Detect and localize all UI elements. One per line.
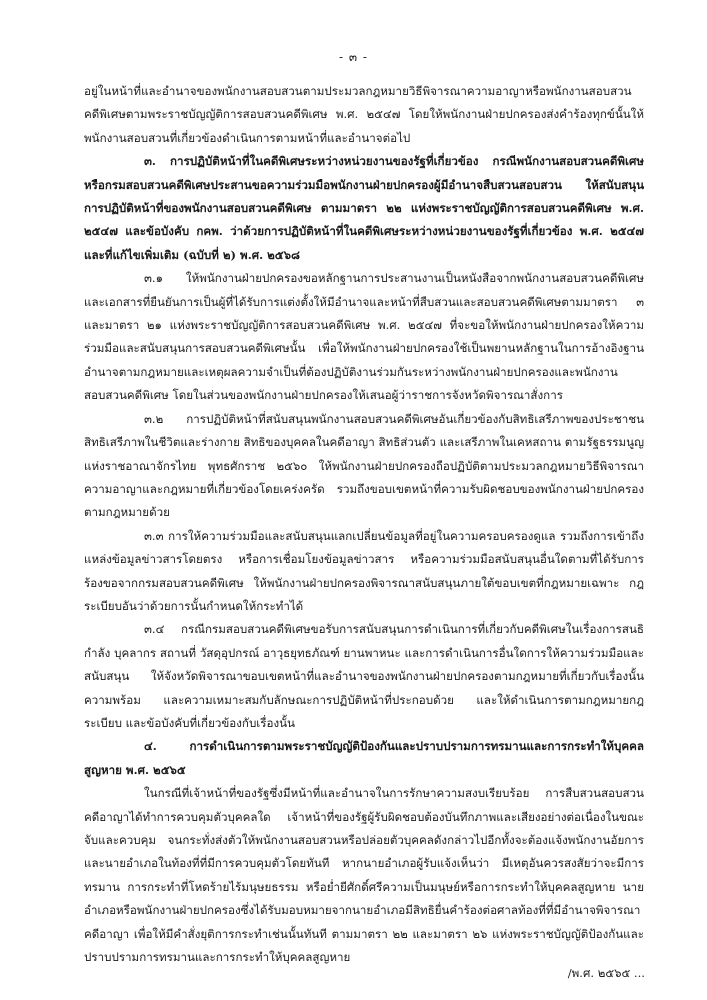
- page-number: - ๓ -: [339, 50, 368, 64]
- paragraph-3-1: ๓.๑ ให้พนักงานฝ่ายปกครองขอหลักฐานการประสานงานเป็นหนังสือจากพนักงานสอบสวนคดีพิเศษ และเอกสารที่ยืนยันการเป็นผู้ที่ได้รับการแต่งตั้งให้มีอำนาจและหน้าที่สืบสวนและสอบสวนคดีพิเศษตามมาตรา ๓ และมาตรา ๒๑ แห่งพระราชบัญญัติการสอบสวนคดีพิเศษ พ.ศ. ๒๕๔๗ ที่จะขอให้พนักงานฝ่ายปกครองให้ความร่วมมือและสนับสนุนการสอบสวนคดีพิเศษนั้น เพื่อให้พนักงานฝ่ายปกครองใช้เป็นพยานหลักฐานในการอ้างอิงฐานอำนาจตามกฎหมายและเหตุผลความจำเป็นที่ต้องปฏิบัติงานร่วมกันระหว่างพนักงานฝ่ายปกครองและพนักงานสอบสวนคดีพิเศษ โดยในส่วนของพนักงานฝ่ายปกครองให้เสนอผู้ว่าราชการจังหวัดพิจารณาสั่งการ: [84, 271, 644, 403]
- heading-section-4: ๔. การดำเนินการตามพระราชบัญญัติป้องกันและปราบปรามการทรมานและการกระทำให้บุคคลสูญหาย พ.ศ. ๒๕๖๕: [84, 739, 644, 777]
- document-body: [84, 80, 644, 969]
- paragraph-3-2: ๓.๒ การปฏิบัติหน้าที่สนับสนุนพนักงานสอบสวนคดีพิเศษอันเกี่ยวข้องกับสิทธิเสรีภาพของประชาชน สิทธิเสรีภาพในชีวิตและร่างกาย สิทธิของบุคคลในคดีอาญา สิทธิส่วนตัว และเสรีภาพในเคหสถาน ตามรัฐธรรมนูญแห่งราชอาณาจักรไทย พุทธศักราช ๒๕๖๐ ให้พนักงานฝ่ายปกครองถือปฏิบัติตามประมวลกฎหมายวิธีพิจารณาความอาญาและกฎหมายที่เกี่ยวข้องโดยเคร่งครัด รวมถึงขอบเขตหน้าที่ความรับผิดชอบของพนักงานฝ่ายปกครองตามกฎหมายด้วย: [84, 411, 644, 520]
- continuation-marker: /พ.ศ. ๒๕๖๕ ...: [567, 966, 645, 980]
- paragraph-3-3: ๓.๓ การให้ความร่วมมือและสนับสนุนแลกเปลี่ยนข้อมูลที่อยู่ในความครอบครองดูแล รวมถึงการเข้าถึงแหล่งข้อมูลข่าวสารโดยตรง หรือการเชื่อมโยงข้อมูลข่าวสาร หรือความร่วมมือสนับสนุนอื่นใดตามที่ได้รับการร้องขอจากกรมสอบสวนคดีพิเศษ ให้พนักงานฝ่ายปกครองพิจารณาสนับสนุนภายใต้ขอบเขตที่กฎหมายเฉพาะ กฎ ระเบียบอันว่าด้วยการนั้นกำหนดให้กระทำได้: [84, 528, 644, 613]
- heading-section-3: ๓. การปฏิบัติหน้าที่ในคดีพิเศษระหว่างหน่วยงานของรัฐที่เกี่ยวข้อง กรณีพนักงานสอบสวนคดีพิเศษหรือกรมสอบสวนคดีพิเศษประสานขอความร่วมมือพนักงานฝ่ายปกครองผู้มีอำนาจสืบสวนสอบสวน ให้สนับสนุนการปฏิบัติหน้าที่ของพนักงานสอบสวนคดีพิเศษ ตามมาตรา ๒๒ แห่งพระราชบัญญัติการสอบสวนคดีพิเศษ พ.ศ. ๒๕๔๗ และข้อบังคับ กคพ. ว่าด้วยการปฏิบัติหน้าที่ในคดีพิเศษระหว่างหน่วยงานของรัฐที่เกี่ยวข้อง พ.ศ. ๒๕๔๗ และที่แก้ไขเพิ่มเติม (ฉบับที่ ๒) พ.ศ. ๒๕๖๘: [84, 154, 644, 262]
- paragraph-intro: อยู่ในหน้าที่และอำนาจของพนักงานสอบสวนตามประมวลกฎหมายวิธีพิจารณาความอาญาหรือพนักงานสอบสวนคดีพิเศษตามพระราชบัญญัติการสอบสวนคดีพิเศษ พ.ศ. ๒๕๔๗ โดยให้พนักงานฝ่ายปกครองส่งคำร้องทุกข์นั้นให้พนักงานสอบสวนที่เกี่ยวข้องดำเนินการตามหน้าที่และอำนาจต่อไป: [84, 84, 644, 145]
- paragraph-4-body: ในกรณีที่เจ้าหน้าที่ของรัฐซึ่งมีหน้าที่และอำนาจในการรักษาความสงบเรียบร้อย การสืบสวนสอบสวนคดีอาญาได้ทำการควบคุมตัวบุคคลใด เจ้าหน้าที่ของรัฐผู้รับผิดชอบต้องบันทึกภาพและเสียงอย่างต่อเนื่องในขณะจับและควบคุม จนกระทั่งส่งตัวให้พนักงานสอบสวนหรือปล่อยตัวบุคคลดังกล่าวไปอีกทั้งจะต้องแจ้งพนักงานอัยการและนายอำเภอในท้องที่ที่มีการควบคุมตัวโดยทันที หากนายอำเภอผู้รับแจ้งเห็นว่า มีเหตุอันควรสงสัยว่าจะมีการทรมาน การกระทำที่โหดร้ายไร้มนุษยธรรม หรือย่ำยีศักดิ์ศรีความเป็นมนุษย์หรือการกระทำให้บุคคลสูญหาย นายอำเภอหรือพนักงานฝ่ายปกครองซึ่งได้รับมอบหมายจากนายอำเภอมีสิทธิยื่นคำร้องต่อศาลท้องที่ที่มีอำนาจพิจารณาคดีอาญา เพื่อให้มีคำสั่งยุติการกระทำเช่นนั้นทันที ตามมาตรา ๒๒ และมาตรา ๒๖ แห่งพระราชบัญญัติป้องกันและปราบปรามการทรมานและการกระทำให้บุคคลสูญหาย: [84, 786, 644, 965]
- paragraph-3-4: ๓.๔ กรณีกรมสอบสวนคดีพิเศษขอรับการสนับสนุนการดำเนินการที่เกี่ยวกับคดีพิเศษในเรื่องการสนธิกำลัง บุคลากร สถานที่ วัสดุอุปกรณ์ อาวุธยุทธภัณฑ์ ยานพาหนะ และการดำเนินการอื่นใดการให้ความร่วมมือและสนับสนุน ให้จังหวัดพิจารณาขอบเขตหน้าที่และอำนาจของพนักงานฝ่ายปกครองตามกฎหมายที่เกี่ยวกับเรื่องนั้น ความพร้อม และความเหมาะสมกับลักษณะการปฏิบัติหน้าที่ประกอบด้วย และให้ดำเนินการตามกฎหมายกฎ ระเบียบ และข้อบังคับที่เกี่ยวข้องกับเรื่องนั้น: [84, 622, 644, 730]
